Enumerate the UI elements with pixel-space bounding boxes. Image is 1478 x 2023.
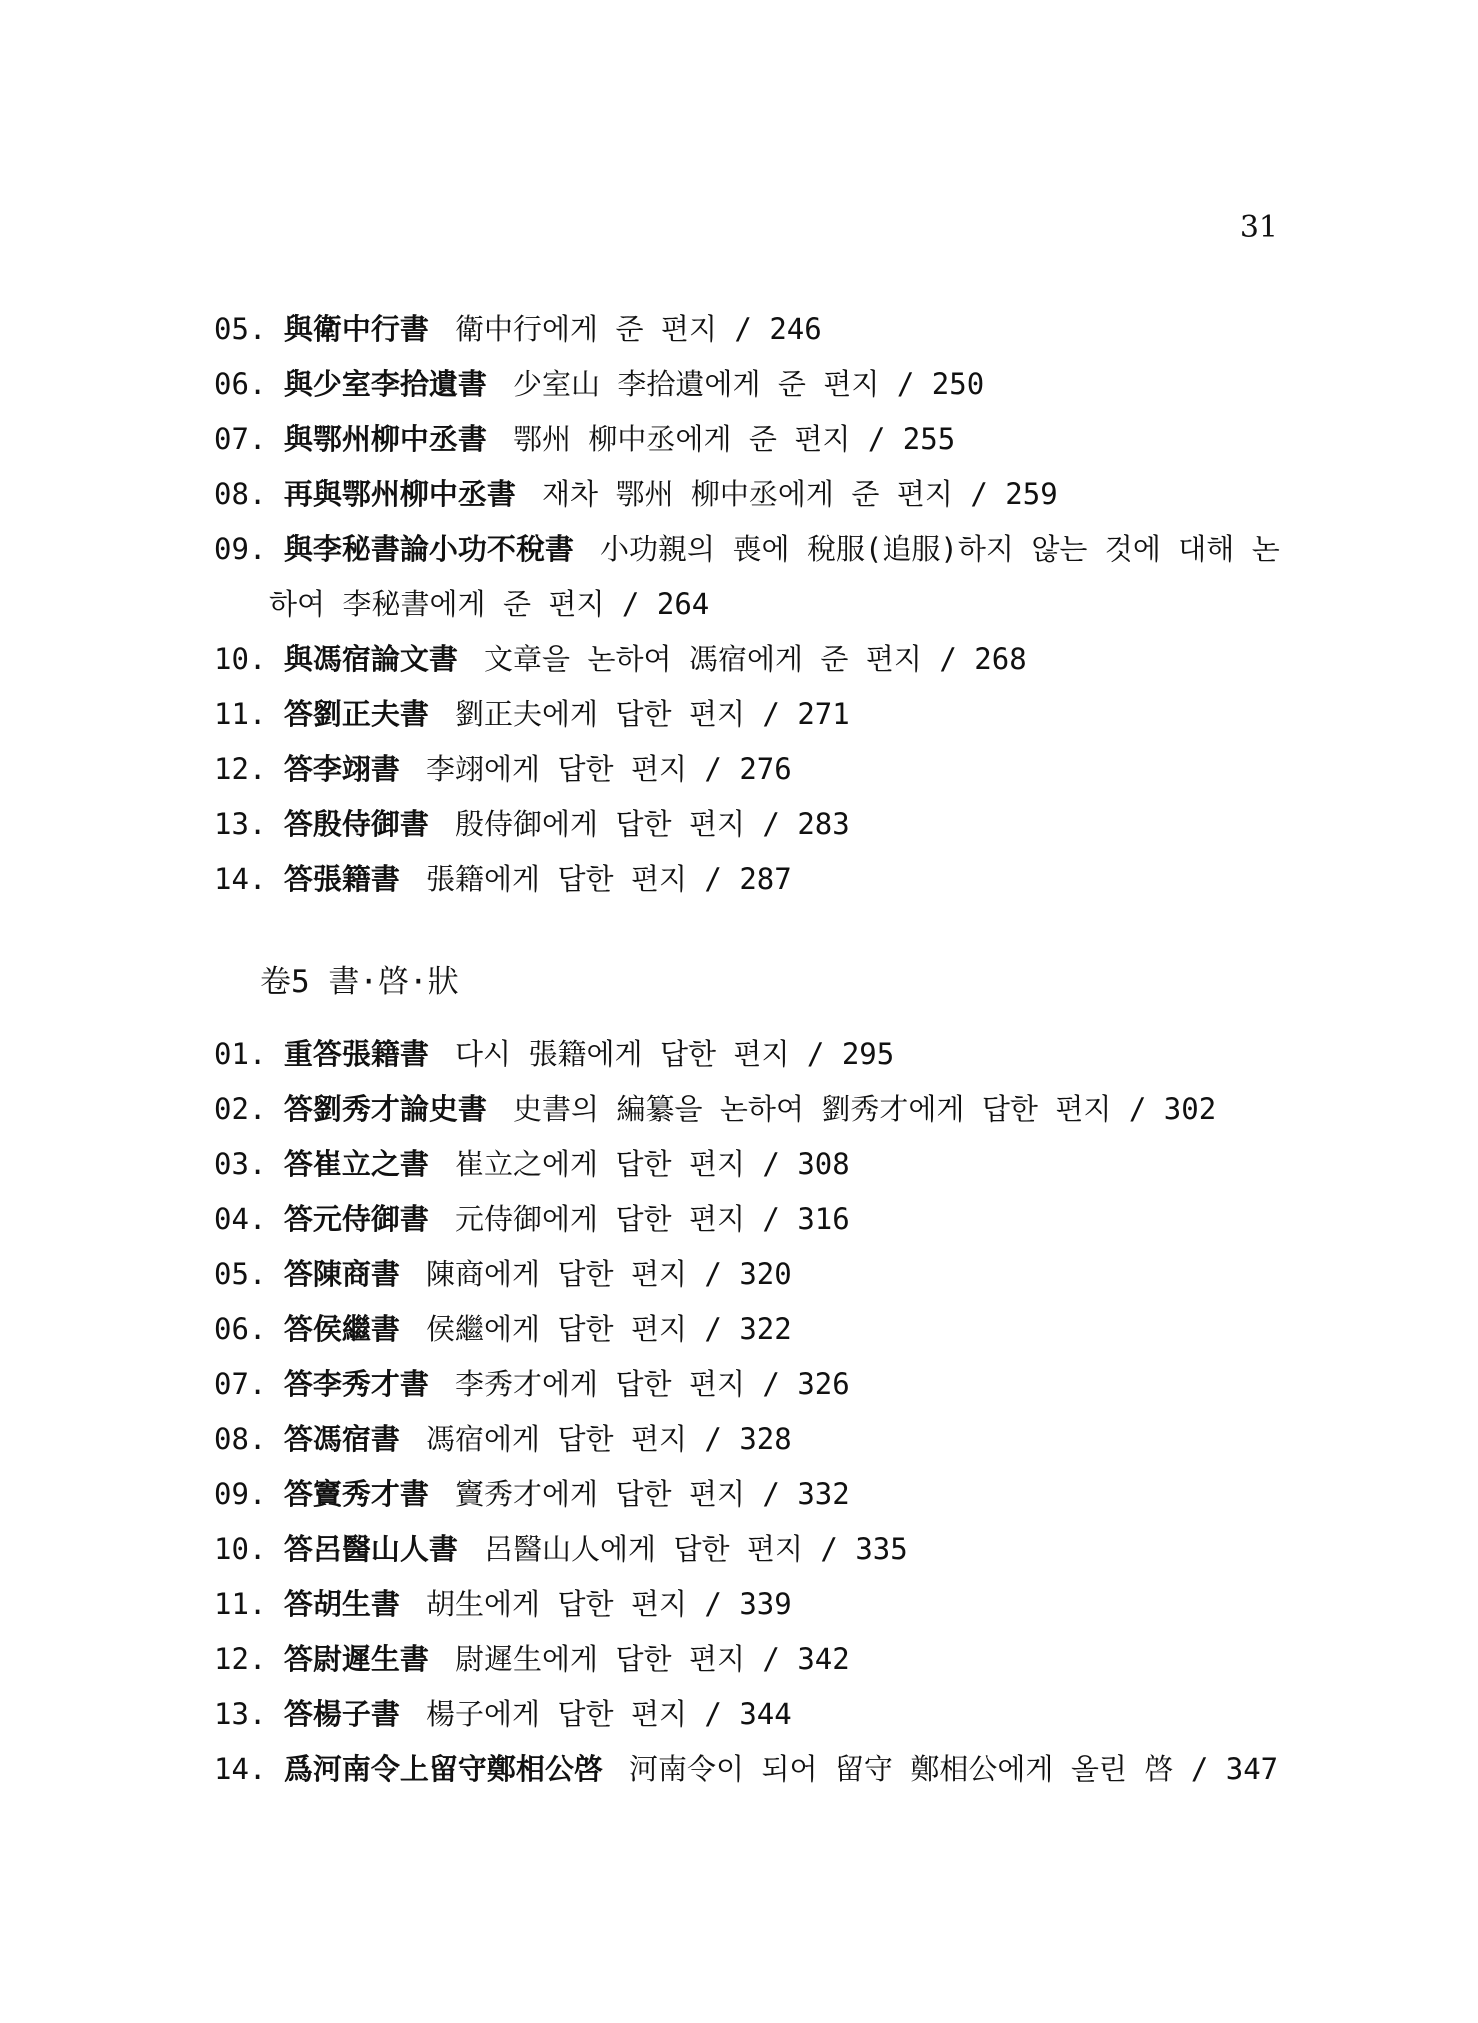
entry-hanja-title: 答竇秀才書	[283, 1477, 429, 1511]
entry-number: 06.	[214, 1312, 267, 1346]
entry-number: 07.	[214, 1367, 267, 1401]
toc-entry	[214, 1302, 1294, 1357]
toc-entry	[214, 1467, 1294, 1522]
entry-hanja-title: 與少室李拾遺書	[283, 367, 487, 401]
entry-number: 05.	[214, 1257, 267, 1291]
entry-number: 11.	[214, 697, 267, 731]
entry-hanja-title: 答陳商書	[283, 1257, 400, 1291]
volume-heading: 卷5 書·啓·狀	[260, 964, 459, 1000]
toc-entry	[214, 1412, 1294, 1467]
entry-number: 04.	[214, 1202, 267, 1236]
entry-description: 楊子에게 답한 편지 / 344	[425, 1697, 792, 1731]
entry-number: 14.	[214, 862, 267, 896]
toc-entry	[214, 467, 1294, 522]
entry-description: 張籍에게 답한 편지 / 287	[425, 862, 792, 896]
entry-number: 08.	[214, 477, 267, 511]
entry-description: 劉正夫에게 답한 편지 / 271	[454, 697, 850, 731]
toc-entry	[214, 742, 1294, 797]
entry-description: 竇秀才에게 답한 편지 / 332	[454, 1477, 850, 1511]
entry-number: 08.	[214, 1422, 267, 1456]
entry-number: 02.	[214, 1092, 267, 1126]
entry-description: 다시 張籍에게 답한 편지 / 295	[454, 1037, 895, 1071]
entry-description: 文章을 논하여 馮宿에게 준 편지 / 268	[483, 642, 1027, 676]
entry-number: 10.	[214, 1532, 267, 1566]
entry-hanja-title: 答尉遲生書	[283, 1642, 429, 1676]
entry-number: 09.	[214, 532, 267, 566]
entry-number: 12.	[214, 1642, 267, 1676]
entry-hanja-title: 與鄂州柳中丞書	[283, 422, 487, 456]
entry-description: 陳商에게 답한 편지 / 320	[425, 1257, 792, 1291]
entry-description: 李秀才에게 답한 편지 / 326	[454, 1367, 850, 1401]
entry-number: 12.	[214, 752, 267, 786]
entry-description: 재차 鄂州 柳中丞에게 준 편지 / 259	[541, 477, 1058, 511]
entry-hanja-title: 答元侍御書	[283, 1202, 429, 1236]
toc-entry	[214, 1632, 1294, 1687]
entry-description: 尉遲生에게 답한 편지 / 342	[454, 1642, 850, 1676]
entry-description: 崔立之에게 답한 편지 / 308	[454, 1147, 850, 1181]
toc-entry	[214, 1522, 1294, 1577]
entry-hanja-title: 答呂醫山人書	[283, 1532, 458, 1566]
entry-number: 10.	[214, 642, 267, 676]
entry-description: 史書의 編纂을 논하여 劉秀才에게 답한 편지 / 302	[512, 1092, 1217, 1126]
entry-hanja-title: 答李秀才書	[283, 1367, 429, 1401]
entry-hanja-title: 答胡生書	[283, 1587, 400, 1621]
entry-number: 13.	[214, 807, 267, 841]
toc-entry	[214, 357, 1294, 412]
entry-hanja-title: 答崔立之書	[283, 1147, 429, 1181]
entry-hanja-title: 答楊子書	[283, 1697, 400, 1731]
entry-hanja-title: 答李翊書	[283, 752, 400, 786]
entry-hanja-title: 與李秘書論小功不稅書	[283, 532, 574, 566]
toc-entry	[214, 1192, 1294, 1247]
entry-description: 馮宿에게 답한 편지 / 328	[425, 1422, 792, 1456]
toc-entry	[214, 632, 1294, 687]
entry-hanja-title: 答殷侍御書	[283, 807, 429, 841]
entry-hanja-title: 答劉正夫書	[283, 697, 429, 731]
toc-entry	[214, 522, 1294, 632]
entry-description: 殷侍御에게 답한 편지 / 283	[454, 807, 850, 841]
entry-description: 呂醫山人에게 답한 편지 / 335	[483, 1532, 908, 1566]
entry-description: 衛中行에게 준 편지 / 246	[454, 312, 822, 346]
toc-list-volume4-continued	[214, 302, 1294, 907]
toc-entry	[214, 1577, 1294, 1632]
entry-hanja-title: 與衛中行書	[283, 312, 429, 346]
entry-description: 河南令이 되어 留守 鄭相公에게 올린 啓 / 347	[628, 1752, 1279, 1786]
entry-number: 06.	[214, 367, 267, 401]
entry-number: 09.	[214, 1477, 267, 1511]
toc-entry	[214, 1082, 1294, 1137]
entry-number: 07.	[214, 422, 267, 456]
entry-number: 14.	[214, 1752, 267, 1786]
toc-entry	[214, 1247, 1294, 1302]
entry-number: 13.	[214, 1697, 267, 1731]
entry-number: 11.	[214, 1587, 267, 1621]
toc-list-volume5	[214, 1027, 1294, 1797]
toc-entry	[214, 1027, 1294, 1082]
entry-hanja-title: 再與鄂州柳中丞書	[283, 477, 516, 511]
entry-hanja-title: 答劉秀才論史書	[283, 1092, 487, 1126]
entry-description: 侯繼에게 답한 편지 / 322	[425, 1312, 792, 1346]
toc-entry	[214, 302, 1294, 357]
toc-entry	[214, 797, 1294, 852]
entry-description: 李翊에게 답한 편지 / 276	[425, 752, 792, 786]
entry-number: 01.	[214, 1037, 267, 1071]
toc-entry	[214, 687, 1294, 742]
toc-entry	[214, 1137, 1294, 1192]
entry-hanja-title: 重答張籍書	[283, 1037, 429, 1071]
toc-entry	[214, 1687, 1294, 1742]
entry-hanja-title: 與馮宿論文書	[283, 642, 458, 676]
toc-entry	[214, 852, 1294, 907]
entry-description: 元侍御에게 답한 편지 / 316	[454, 1202, 850, 1236]
toc-entry	[214, 1357, 1294, 1412]
entry-hanja-title: 爲河南令上留守鄭相公啓	[283, 1752, 603, 1786]
entry-hanja-title: 答侯繼書	[283, 1312, 400, 1346]
entry-description: 少室山 李拾遺에게 준 편지 / 250	[512, 367, 985, 401]
entry-number: 05.	[214, 312, 267, 346]
entry-description: 鄂州 柳中丞에게 준 편지 / 255	[512, 422, 956, 456]
toc-entry	[214, 412, 1294, 467]
entry-hanja-title: 答張籍書	[283, 862, 400, 896]
toc-entry	[214, 1742, 1294, 1797]
entry-description: 胡生에게 답한 편지 / 339	[425, 1587, 792, 1621]
entry-number: 03.	[214, 1147, 267, 1181]
entry-hanja-title: 答馮宿書	[283, 1422, 400, 1456]
entry-description: 小功親의 喪에 稅服(追服)하지 않는 것에 대해 논하여 李秘書에게 준 편지 / 264	[269, 532, 1280, 621]
page-number: 31	[1239, 210, 1278, 245]
